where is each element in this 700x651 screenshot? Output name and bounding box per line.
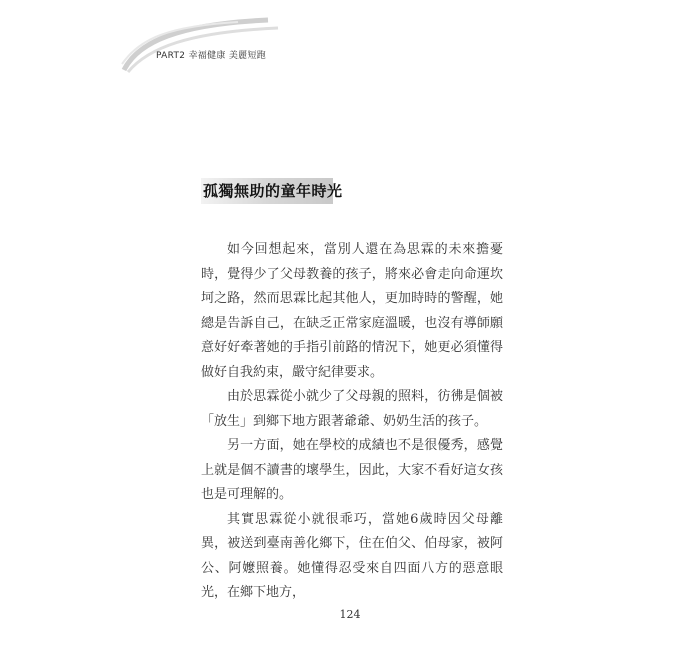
paragraph: 如今回想起來，當別人還在為思霖的未來擔憂時，覺得少了父母教養的孩子，將來必會走向命運坎坷之路，然而思霖比起其他人，更加時時的警醒，她總是告訴自己，在缺乏正常家庭溫暖，也沒有導師願意好好牽著她的手指引前路的情況下，她更必須懂得做好自我約束，嚴守紀律要求。 (201, 242, 503, 380)
body-text (201, 238, 503, 606)
chapter-title: 孤獨無助的童年時光 (203, 182, 343, 200)
running-header: PART2 幸福健康 美麗短跑 (156, 51, 267, 61)
chapter-heading-block (201, 178, 343, 204)
paragraph: 其實思霖從小就很乖巧，當她6歲時因父母離異，被送到臺南善化鄉下，住在伯父、伯母家，被阿公、阿嬤照養。她懂得忍受來自四面八方的惡意眼光，在鄉下地方， (201, 511, 503, 600)
paragraph: 由於思霖從小就少了父母親的照料，彷彿是個被「放生」到鄉下地方跟著爺爺、奶奶生活的孩子。 (201, 389, 503, 429)
header-swoosh-decoration (118, 14, 288, 74)
paragraph: 另一方面，她在學校的成績也不是很優秀，感覺上就是個不讀書的壞學生，因此，大家不看好這女孩也是可理解的。 (201, 438, 503, 502)
page-number: 124 (339, 608, 361, 621)
